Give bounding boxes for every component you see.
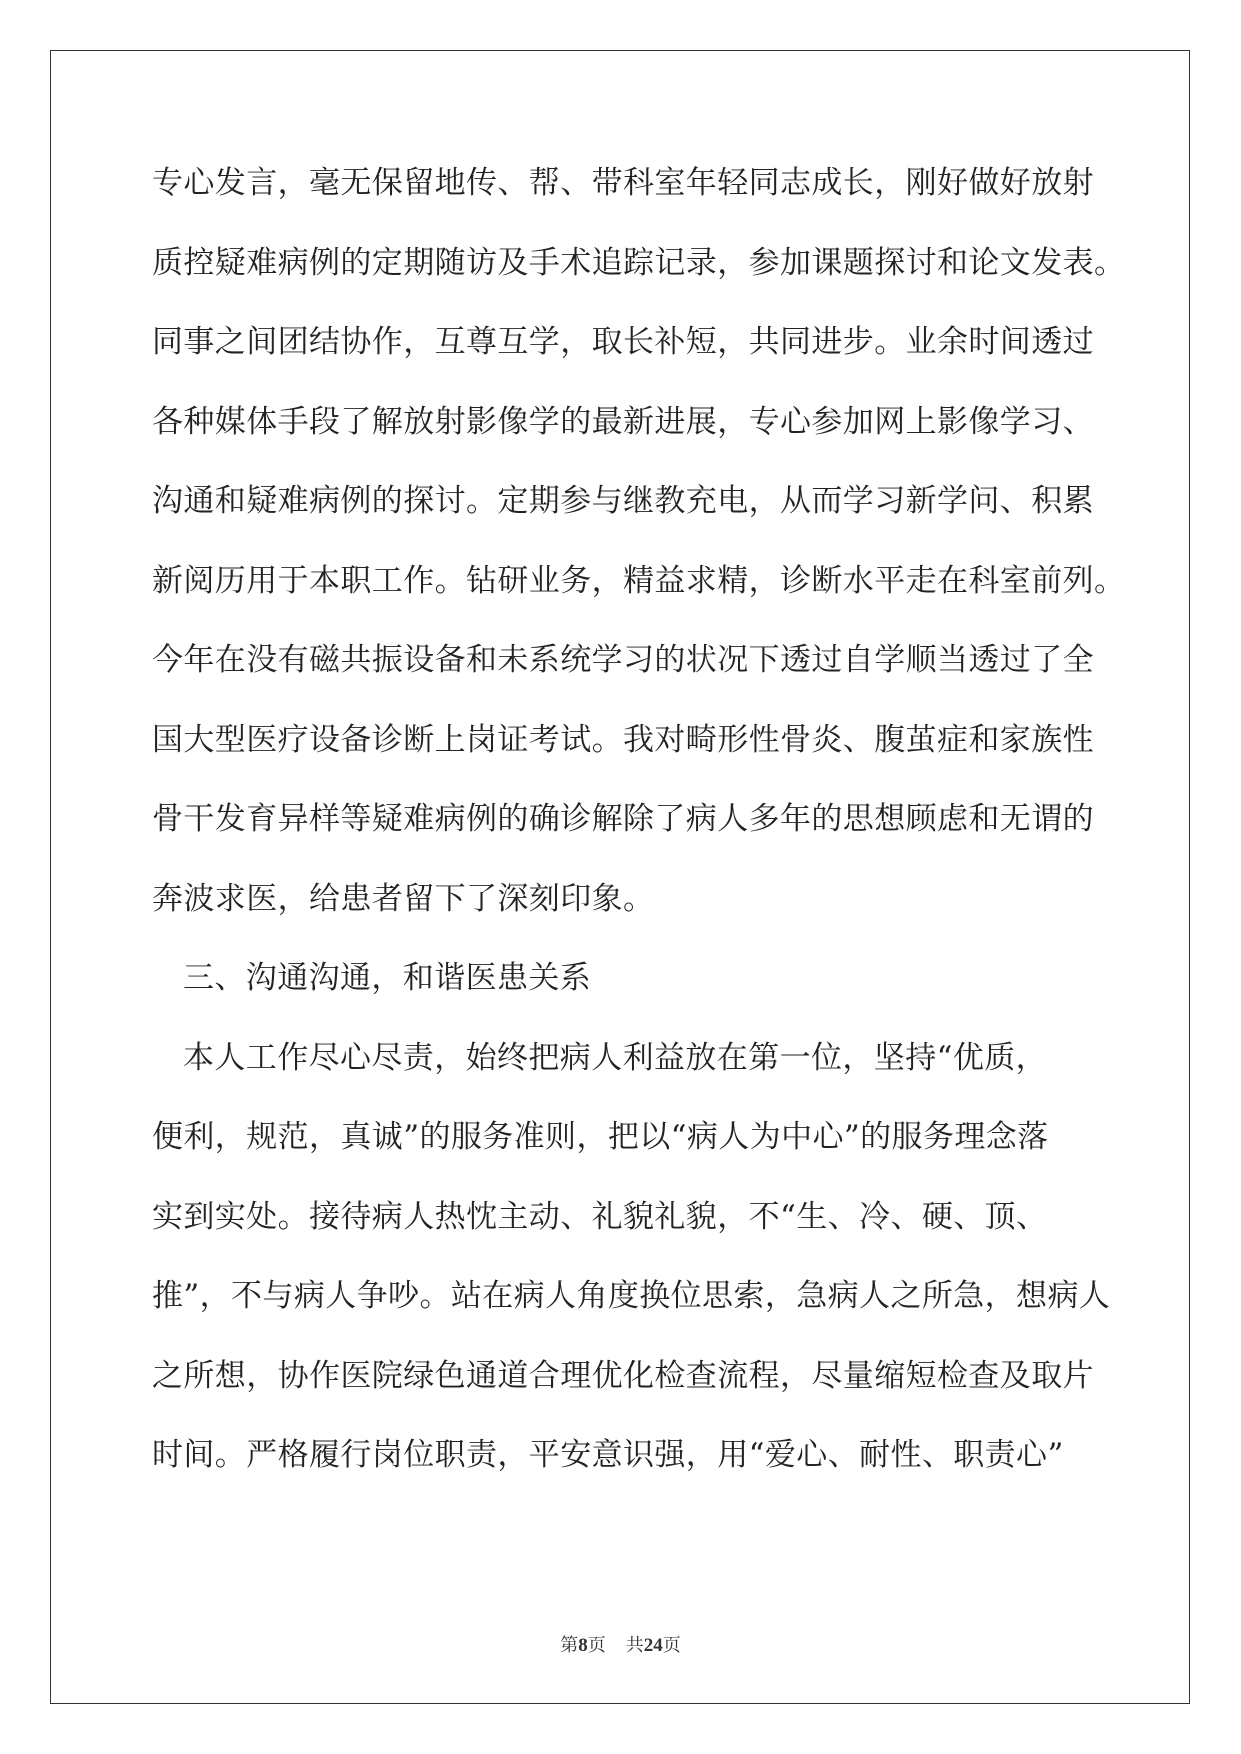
document-body (152, 163, 1126, 1515)
page-footer (0, 1631, 1241, 1657)
body-line: 同事之间团结协作，互尊互学，取长补短，共同进步。业余时间透过 (152, 324, 1094, 360)
body-line: 之所想，协作医院绿色通道合理优化检查流程，尽量缩短检查及取片 (152, 1357, 1094, 1394)
body-line: 国大型医疗设备诊断上岗证考试。我对畸形性骨炎、腹茧症和家族性 (152, 721, 1094, 758)
body-line: 实到实处。接待病人热忱主动、礼貌礼貌，不“生、冷、硬、顶、 (152, 1198, 1048, 1235)
body-line: 质控疑难病例的定期随访及手术追踪记录，参加课题探讨和论文发表。 (152, 244, 1126, 281)
body-line: 沟通和疑难病例的探讨。定期参与继教充电，从而学习新学问、积累 (152, 483, 1094, 519)
paragraph-start-line: 本人工作尽心尽责，始终把病人利益放在第一位，坚持“优质， (183, 1039, 1048, 1076)
total-prefix: 共 (625, 1635, 644, 1655)
page-prefix: 第 (560, 1635, 579, 1655)
body-line: 推”，不与病人争吵。站在病人角度换位思索，急病人之所急，想病人 (152, 1278, 1111, 1314)
body-line: 各种媒体手段了解放射影像学的最新进展，专心参加网上影像学习、 (152, 403, 1094, 440)
body-line: 今年在没有磁共振设备和未系统学习的状况下透过自学顺当透过了全 (152, 642, 1094, 678)
body-line: 奔波求医，给患者留下了深刻印象。 (152, 880, 655, 917)
page-current: 8 (578, 1635, 588, 1656)
body-line: 专心发言，毫无保留地传、帮、带科室年轻同志成长，刚好做好放射 (152, 165, 1094, 201)
body-line: 便利，规范，真诚”的服务准则，把以“病人为中心”的服务理念落 (152, 1119, 1049, 1155)
body-line: 骨干发育异样等疑难病例的确诊解除了病人多年的思想顾虑和无谓的 (152, 801, 1094, 837)
body-line: 时间。严格履行岗位职责，平安意识强，用“爱心、耐性、职责心” (152, 1437, 1064, 1473)
total-suffix: 页 (662, 1635, 681, 1655)
page-suffix: 页 (587, 1635, 606, 1655)
section-heading: 三、沟通沟通，和谐医患关系 (183, 960, 592, 996)
body-line: 新阅历用于本职工作。钻研业务，精益求精，诊断水平走在科室前列。 (152, 562, 1126, 599)
page-total: 24 (643, 1635, 663, 1656)
